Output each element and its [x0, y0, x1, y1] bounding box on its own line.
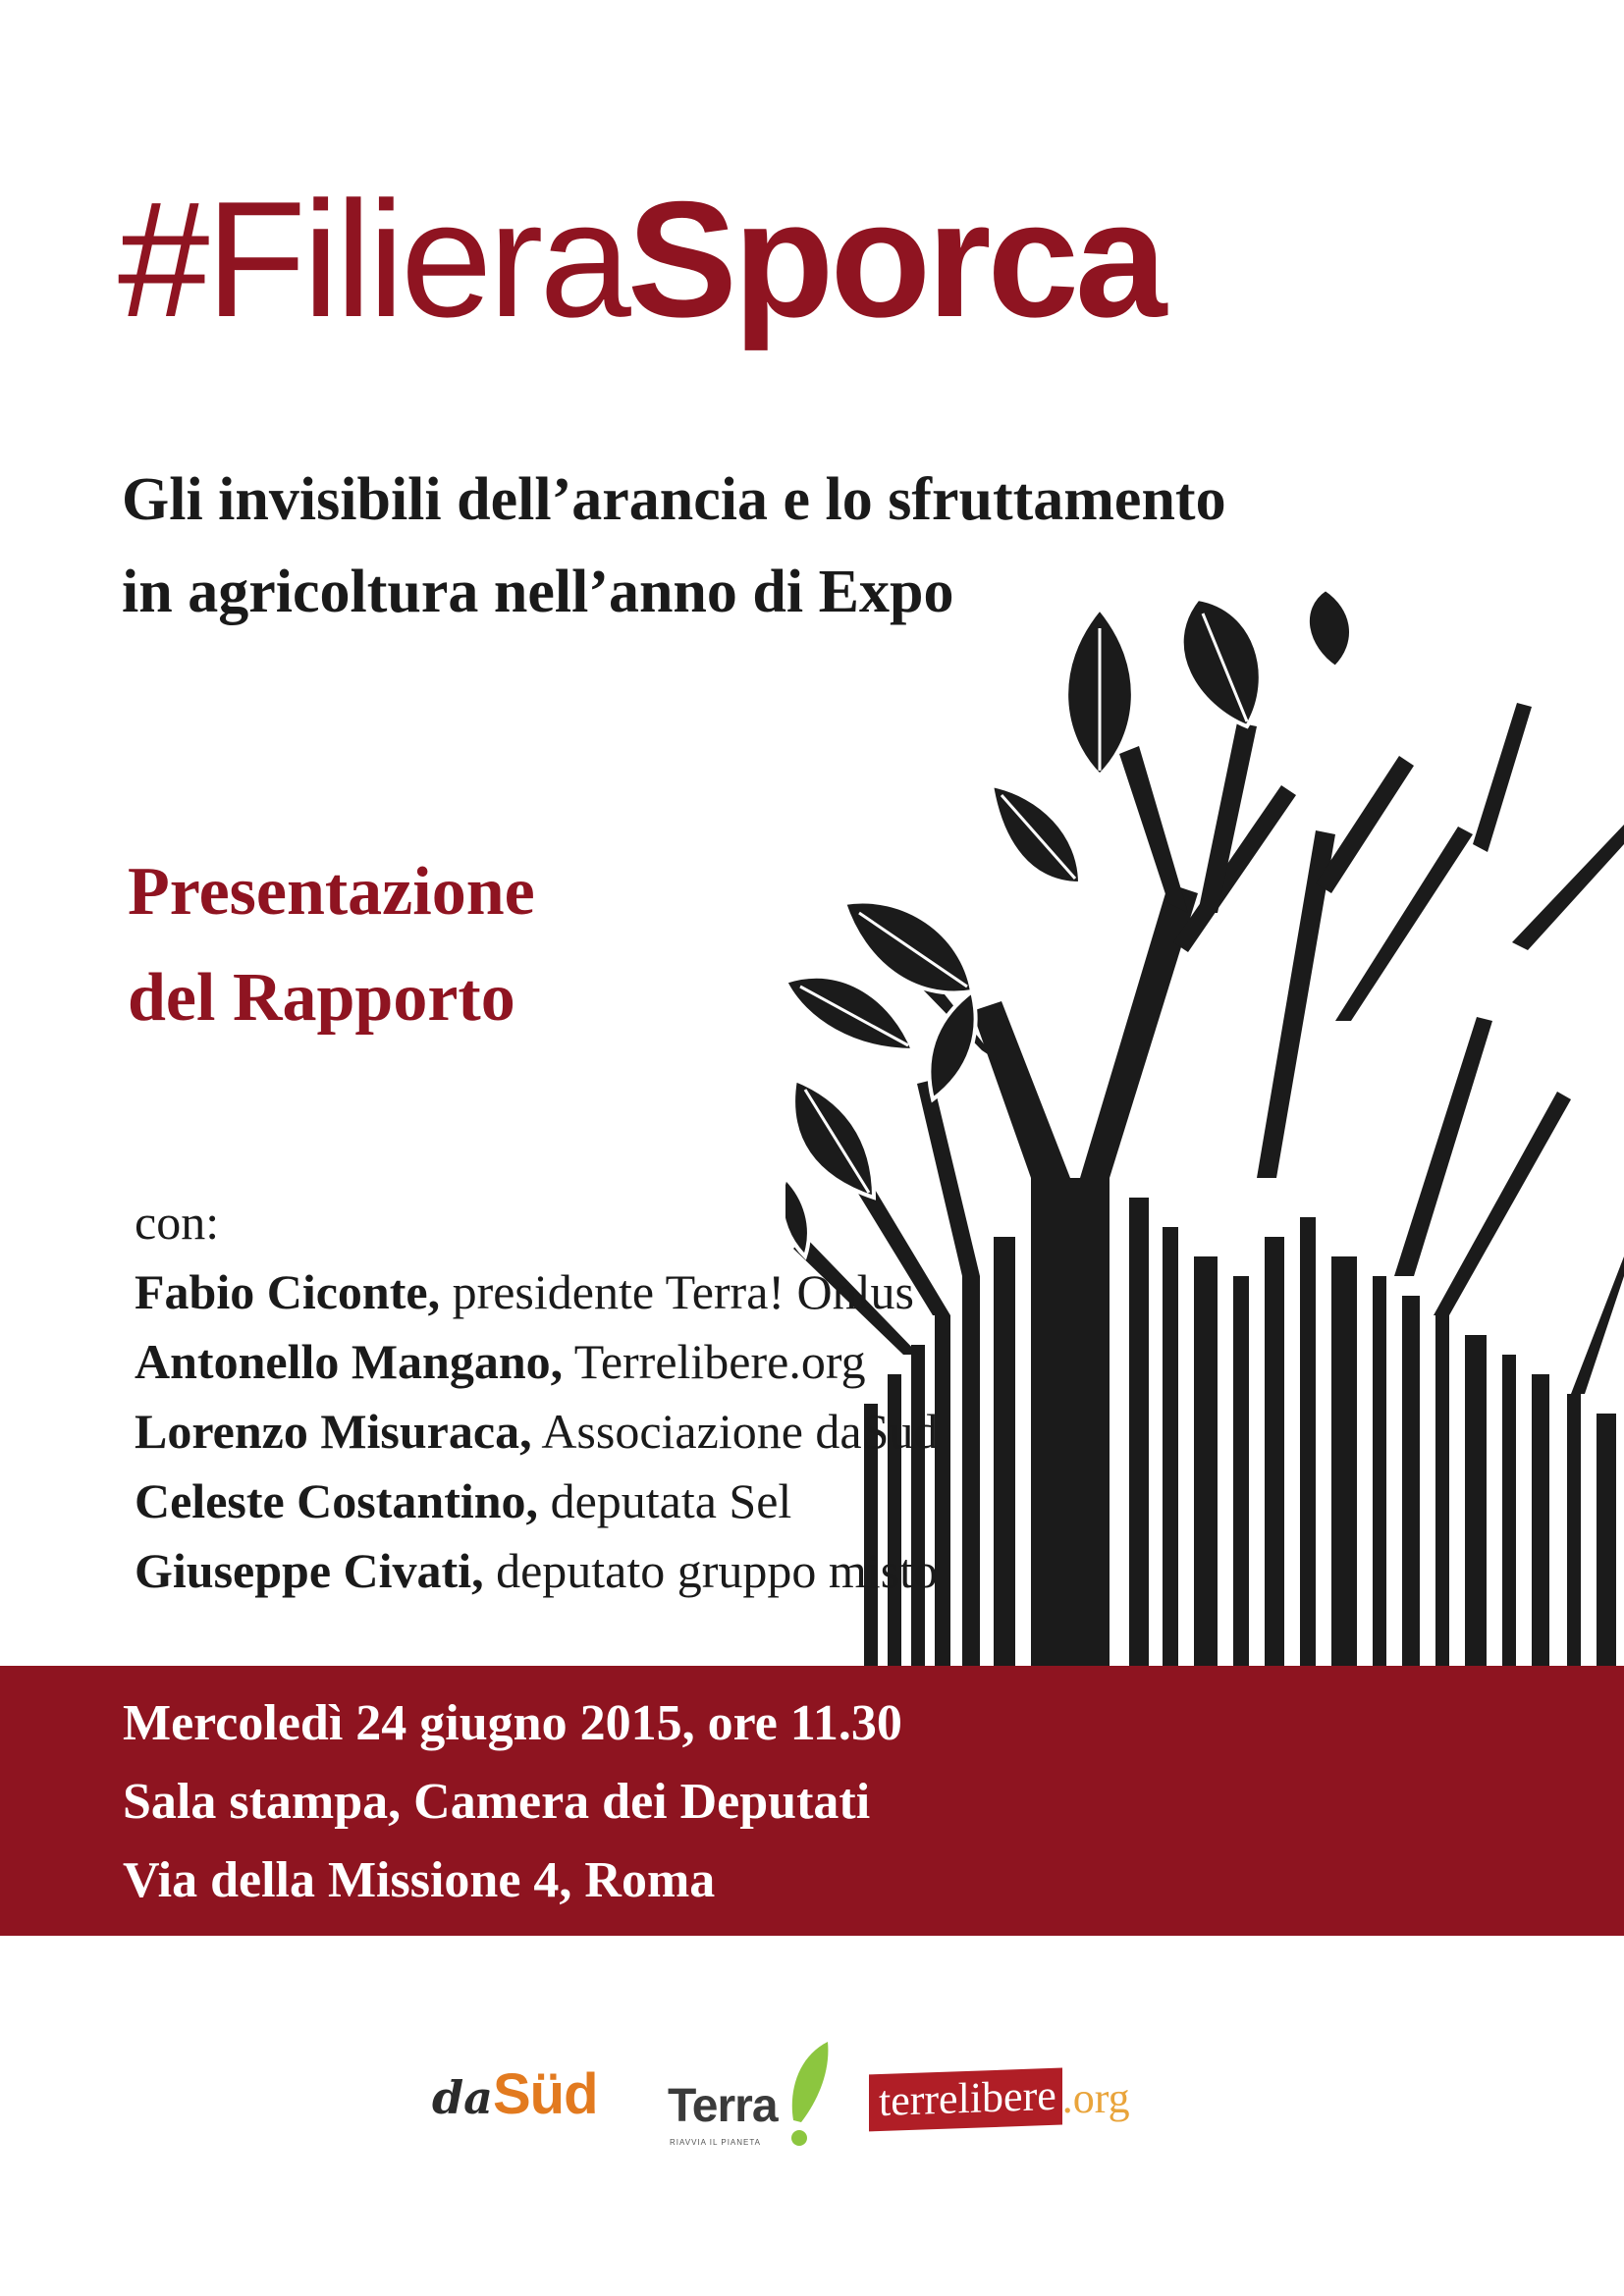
terrelibere-logo	[869, 2071, 1130, 2132]
speaker-role: deputata Sel	[538, 1473, 792, 1528]
presentation-line-2: del Rapporto	[128, 960, 515, 1036]
title-light: #Filiera	[118, 167, 627, 351]
speaker-row	[135, 1536, 938, 1606]
terra-logo-word: Terra	[668, 2080, 778, 2132]
speaker-name: Fabio Ciconte,	[135, 1264, 441, 1319]
speaker-row	[135, 1467, 938, 1536]
speakers-list	[135, 1188, 938, 1606]
speaker-name: Giuseppe Civati,	[135, 1543, 484, 1598]
speaker-name: Lorenzo Misuraca,	[135, 1404, 532, 1459]
presentation-heading	[128, 839, 535, 1051]
event-date: Mercoledì 24 giugno 2015, ore 11.30	[123, 1695, 902, 1751]
page-title	[118, 167, 1164, 351]
subtitle-line-2: in agricoltura nell’anno di Expo	[122, 559, 954, 625]
title-bold: Sporca	[626, 167, 1164, 351]
speaker-role: presidente Terra! Onlus	[440, 1264, 915, 1319]
speaker-role: Terrelibere.org	[563, 1334, 866, 1389]
speaker-role: deputato gruppo misto	[483, 1543, 939, 1598]
subtitle-line-1: Gli invisibili dell’arancia e lo sfruttamento	[122, 466, 1226, 533]
terra-logo-tagline: RIAVVIA IL PIANETA	[670, 2138, 761, 2147]
speaker-name: Antonello Mangano,	[135, 1334, 564, 1389]
speaker-row	[135, 1257, 938, 1327]
speakers-intro: con:	[135, 1195, 220, 1250]
dasud-logo-da: da	[432, 2071, 493, 2124]
speaker-role: Associazione daSud	[531, 1404, 939, 1459]
dasud-logo	[432, 2061, 598, 2130]
terra-logo	[668, 2042, 835, 2160]
partner-logos	[432, 2042, 1178, 2160]
event-venue: Sala stampa, Camera dei Deputati	[123, 1774, 871, 1830]
terrelibere-logo-main: terrelibere	[869, 2068, 1062, 2132]
speaker-row	[135, 1327, 938, 1397]
exclamation-leaf-icon	[784, 2042, 833, 2150]
event-details	[123, 1684, 902, 1920]
speaker-row	[135, 1397, 938, 1467]
dasud-logo-sud: Süd	[492, 2062, 598, 2126]
terrelibere-logo-suffix: .org	[1061, 2074, 1130, 2122]
presentation-line-1: Presentazione	[128, 854, 535, 930]
event-address: Via della Missione 4, Roma	[123, 1852, 716, 1908]
speaker-name: Celeste Costantino,	[135, 1473, 539, 1528]
